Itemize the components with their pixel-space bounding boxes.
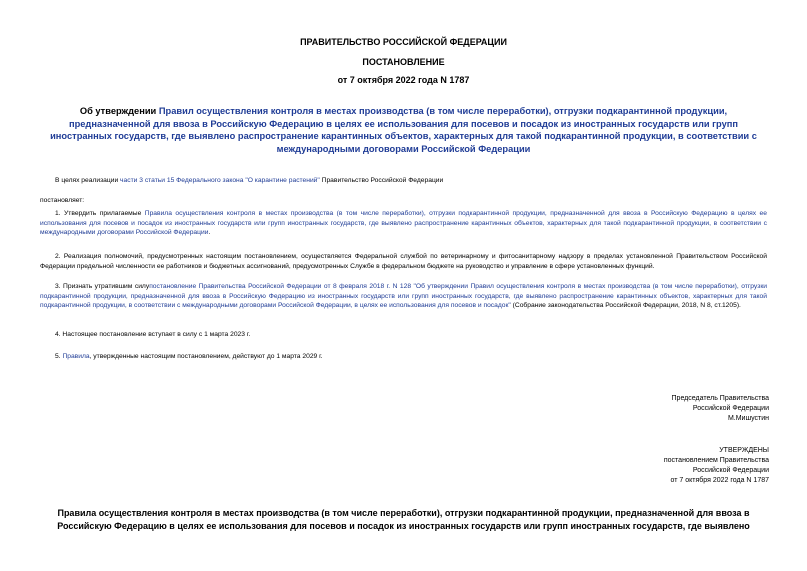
item-1-before: 1. Утвердить прилагаемые	[55, 210, 145, 217]
item-5	[40, 352, 767, 362]
government-heading: ПРАВИТЕЛЬСТВО РОССИЙСКОЙ ФЕДЕРАЦИИ	[300, 37, 507, 47]
item-3	[40, 282, 767, 311]
item-3-after: (Собрание законодательства Российской Федерации, 2018, N 8, ст.1205).	[510, 302, 741, 310]
approval-block	[664, 446, 769, 486]
item-1-rules-link[interactable]: Правила осуществления контроля в местах производства (в том числе переработки), отгрузки подкарантинной продукции, предназначенной для ввоза в Российскую Федерацию в целях ее использования для посевов и посадок из иностранных государств или групп иностранных государств, где выявлено распространение карантинных объектов, характерных для такой подкарантинной продукции, в соответствии с международными договорами Российской Федерации	[40, 210, 767, 237]
decides-label: постановляет:	[40, 197, 85, 204]
item-3-before: 3. Признать утратившим силу	[55, 283, 150, 290]
item-5-after: , утвержденные настоящим постановлением, действуют до 1 марта 2029 г.	[89, 353, 323, 360]
date-number-heading: от 7 октября 2022 года N 1787	[337, 75, 470, 85]
doc-type-heading: ПОСТАНОВЛЕНИЕ	[362, 57, 445, 67]
rules-title: Правила осуществления контроля в местах производства (в том числе переработки), отгрузки подкарантинной продукции, предназначенной для ввоза в Российскую Федерацию в целях ее использования для посевов и посадок из иностранных государств или групп иностранных государств, где выявлено	[57, 508, 750, 531]
intro-before: В целях реализации	[55, 177, 121, 184]
item-2: 2. Реализация полномочий, предусмотренных настоящим постановлением, осуществляется Федеральной службой по ветеринарному и фитосанитарному надзору в пределах установленной Правительством Российской Федерации предельной численности ее работников и бюджетных ассигнований, предусмотренных Службе в федеральном бюджете на руководство и управление в сфере установленных функций.	[40, 253, 767, 270]
intro-law-link[interactable]: части 3 статьи 15 Федерального закона "О карантине растений"	[120, 177, 320, 184]
item-5-before: 5.	[55, 353, 63, 360]
signature-block	[672, 394, 769, 424]
approval-by: постановлением Правительства	[663, 457, 769, 464]
document-title	[40, 105, 767, 155]
signature-position: Председатель Правительства	[671, 395, 769, 402]
approval-date: от 7 октября 2022 года N 1787	[670, 477, 769, 484]
item-1-after: .	[208, 229, 211, 237]
intro-after: Правительство Российской Федерации	[319, 177, 444, 184]
signature-name: М.Мишустин	[727, 415, 769, 422]
item-3-resolution-link[interactable]: постановление Правительства Российской Федерации от 8 февраля 2018 г. N 128 "Об утверждении Правил осуществления контроля в местах производства (в том числе переработки), отгрузки подкарантинной продукции, предназначенной для ввоза в Российскую Федерацию из иностранных государств или групп иностранных государств, где выявлено распространение карантинных объектов, характерных для такой подкарантинной продукции, в соответствии с международными договорами Российской Федерации, в целях ее использования для посевов и посадок"	[40, 283, 767, 310]
item-1	[40, 209, 767, 238]
intro-paragraph	[40, 176, 767, 186]
approval-country: Российской Федерации	[692, 467, 769, 474]
signature-country: Российской Федерации	[692, 405, 769, 412]
item-5-rules-link[interactable]: Правила	[62, 353, 90, 360]
item-4: 4. Настоящее постановление вступает в силу с 1 марта 2023 г.	[55, 331, 251, 338]
approval-label: УТВЕРЖДЕНЫ	[719, 447, 769, 454]
title-prefix: Об утверждении	[79, 106, 159, 116]
title-rules-link[interactable]: Правил осуществления контроля в местах производства (в том числе переработки), отгрузки подкарантинной продукции, предназначенной для ввоза в Российскую Федерацию в целях ее использования для посевов и посадок из иностранных государств или групп иностранных государств, где выявлено распространение карантинных объектов, характерных для такой подкарантинной продукции, в соответствии с международными договорами Российской Федерации	[50, 106, 757, 154]
